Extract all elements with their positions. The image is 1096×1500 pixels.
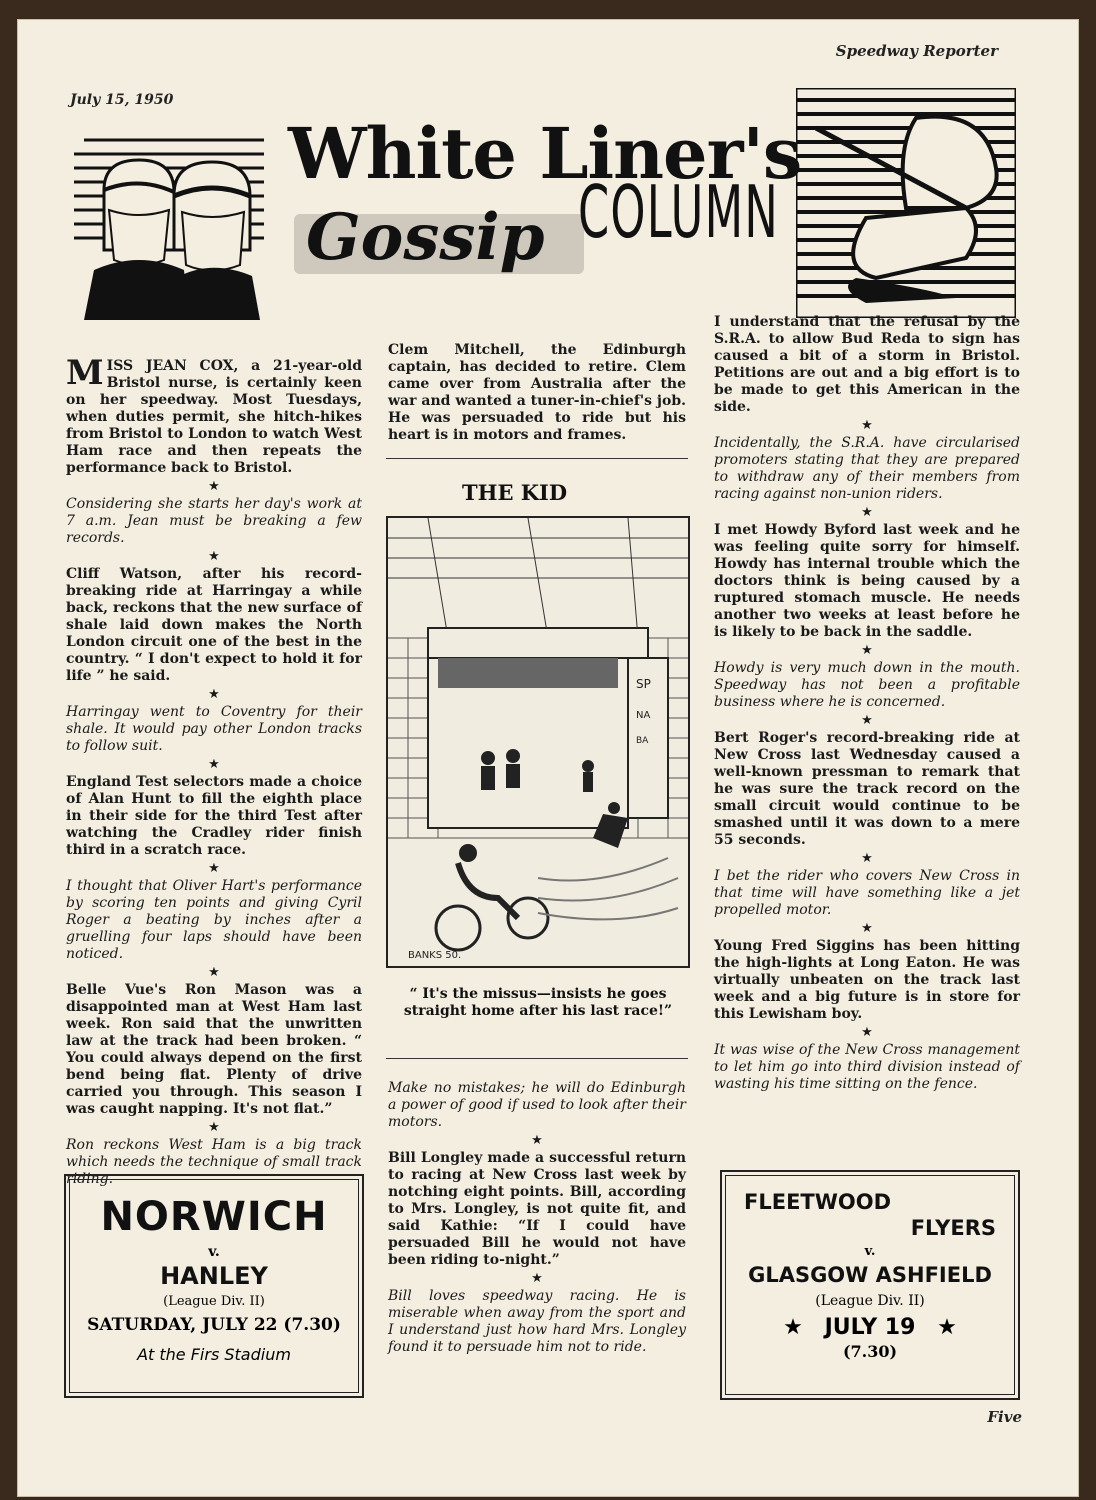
versus: v.	[208, 1244, 220, 1260]
cartoon-caption: “ It's the missus—insists he goes straight home after his last race!”	[403, 986, 673, 1019]
article-paragraph: Belle Vue's Ron Mason was a disappointed man at West Ham last week. Ron said that the unwritten law at the track had been broken. “ You could always depend on the first bend being flat. Plenty of drive carried you through. This season I was caught napping. It's not flat.”	[66, 982, 362, 1117]
star-divider: ★	[208, 687, 220, 702]
star-divider: ★	[208, 757, 220, 772]
article-paragraph: Bill Longley made a successful return to racing at New Cross last week by notching eight points. Bill, according to Mrs. Longley, is not quite fit, and said Kathie: “If I could have persuaded Bill he would not have been riding to-night.”	[388, 1150, 686, 1268]
fixture-date-row	[726, 1315, 1014, 1340]
away-team: GLASGOW ASHFIELD	[748, 1263, 992, 1287]
fixture-date: JULY 19	[824, 1315, 916, 1340]
star-divider: ★	[531, 1133, 543, 1148]
newspaper-page	[18, 20, 1078, 1496]
star-divider: ★	[531, 1271, 543, 1286]
advert-frame	[725, 1175, 1015, 1395]
article-paragraph: Bill loves speedway racing. He is miserable when away from the sport and I understand just how hard Mrs. Longley found it to persuade him not to ride.	[388, 1288, 686, 1355]
svg-text:BA: BA	[636, 736, 649, 746]
left-column	[66, 353, 362, 1190]
league-division: (League Div. II)	[815, 1293, 925, 1309]
star-icon: ★	[783, 1315, 803, 1340]
star-divider: ★	[208, 1120, 220, 1135]
gossip-text: Gossip	[306, 200, 545, 275]
article-paragraph: I met Howdy Byford last week and he was feeling quite sorry for himself. Howdy has internal trouble which the doctors think is being caused by a ruptured stomach muscle. He needs another two weeks at least before he is likely to be back in the saddle.	[714, 522, 1020, 640]
article-paragraph	[66, 353, 362, 477]
star-divider: ★	[861, 505, 873, 520]
star-divider: ★	[861, 1025, 873, 1040]
away-team: HANLEY	[160, 1262, 268, 1290]
star-divider: ★	[861, 921, 873, 936]
speedway-cartoon	[386, 516, 690, 968]
norwich-advert	[64, 1174, 364, 1398]
pen-inkwell-illustration	[796, 88, 1016, 318]
column-rule	[386, 1058, 688, 1059]
star-divider: ★	[861, 643, 873, 658]
article-paragraph: Howdy is very much down in the mouth. Speedway has not been a profitable business where he is concerned.	[714, 660, 1020, 710]
article-paragraph: Make no mistakes; he will do Edinburgh a power of good if used to look after their motors.	[388, 1080, 686, 1130]
middle-column-top: Clem Mitchell, the Edinburgh captain, has decided to retire. Clem came over from Australia after the war and wanted a tuner-in-chief's job. He was persuaded to ride but his heart is in motors and frames.	[388, 342, 686, 443]
home-team: NORWICH	[100, 1194, 328, 1240]
issue-date: July 15, 1950	[70, 92, 174, 108]
star-divider: ★	[861, 851, 873, 866]
riders-illustration	[64, 120, 274, 320]
advert-frame	[69, 1179, 359, 1393]
star-divider: ★	[208, 549, 220, 564]
fleetwood-advert	[720, 1170, 1020, 1400]
fixture-time: (7.30)	[842, 1342, 898, 1361]
cartoon-signature: BANKS 50.	[408, 950, 462, 961]
middle-column-bottom	[388, 1080, 686, 1358]
publication-name: Speedway Reporter	[835, 42, 998, 60]
gossip-word	[286, 200, 596, 288]
paragraph-text: ISS JEAN COX, a 21-year-old Bristol nurse, is certainly keen on her speedway. Most Tuesdays, when duties permit, she hitch-hikes from Bristol to London to watch West Ham race and then repeats the performance back to Bristol.	[66, 358, 362, 476]
drop-cap: M	[66, 353, 104, 393]
article-paragraph: I thought that Oliver Hart's performance by scoring ten points and giving Cyril Roger a beating by inches after a gruelling four laps should have been noticed.	[66, 878, 362, 962]
article-paragraph: England Test selectors made a choice of Alan Hunt to fill the eighth place in their side for the third Test after watching the Cradley rider finish third in a scratch race.	[66, 774, 362, 858]
venue: At the Firs Stadium	[137, 1345, 291, 1364]
article-paragraph: Young Fred Siggins has been hitting the high-lights at Long Eaton. He was virtually unbeaten on the track last week and a big future is in store for this Lewisham boy.	[714, 938, 1020, 1022]
home-team-line2: FLYERS	[910, 1216, 996, 1240]
star-divider: ★	[208, 479, 220, 494]
article-paragraph: Bert Roger's record-breaking ride at New Cross last Wednesday caused a well-known pressman to remark that he was sure the track record on the small circuit would continue to be smashed until it was down to a mere 55 seconds.	[714, 730, 1020, 848]
cartoon-title: THE KID	[462, 480, 568, 505]
article-paragraph: Cliff Watson, after his record-breaking ride at Harringay a while back, reckons that the new surface of shale laid down makes the North London circuit one of the best in the country. “ I don't expect to hold it for life ” he said.	[66, 566, 362, 684]
article-paragraph: I understand that the refusal by the S.R.A. to allow Bud Reda to sign has caused a bit of a storm in Bristol. Petitions are out and a big effort is to be made to get this American in the side.	[714, 314, 1020, 415]
star-divider: ★	[208, 861, 220, 876]
page-number: Five	[987, 1408, 1022, 1426]
star-icon: ★	[937, 1315, 957, 1340]
star-divider: ★	[861, 713, 873, 728]
right-column	[714, 314, 1020, 1095]
article-paragraph: It was wise of the New Cross management to let him go into third division instead of wasting his time sitting on the fence.	[714, 1042, 1020, 1092]
svg-text:SP: SP	[636, 677, 651, 691]
home-team-line1: FLEETWOOD	[744, 1190, 892, 1214]
svg-text:NA: NA	[636, 710, 651, 721]
article-paragraph: Harringay went to Coventry for their shale. It would pay other London tracks to follow suit.	[66, 704, 362, 754]
star-divider: ★	[208, 965, 220, 980]
versus: v.	[864, 1244, 876, 1259]
column-rule	[386, 458, 688, 459]
column-word: COLUMN	[578, 170, 779, 254]
league-division: (League Div. II)	[163, 1294, 265, 1309]
article-paragraph: Ron reckons West Ham is a big track which needs the technique of small track riding.	[66, 1137, 362, 1187]
column-title: White Liner's	[288, 112, 802, 195]
star-divider: ★	[861, 418, 873, 433]
article-paragraph: Considering she starts her day's work at 7 a.m. Jean must be breaking a few records.	[66, 496, 362, 546]
cartoon-drawing	[388, 518, 688, 966]
article-paragraph: Incidentally, the S.R.A. have circularised promoters stating that they are prepared to withdraw any of their members from racing against non-union riders.	[714, 435, 1020, 502]
fixture-date: SATURDAY, JULY 22 (7.30)	[87, 1315, 341, 1335]
article-paragraph: I bet the rider who covers New Cross in that time will have something like a jet propelled motor.	[714, 868, 1020, 918]
